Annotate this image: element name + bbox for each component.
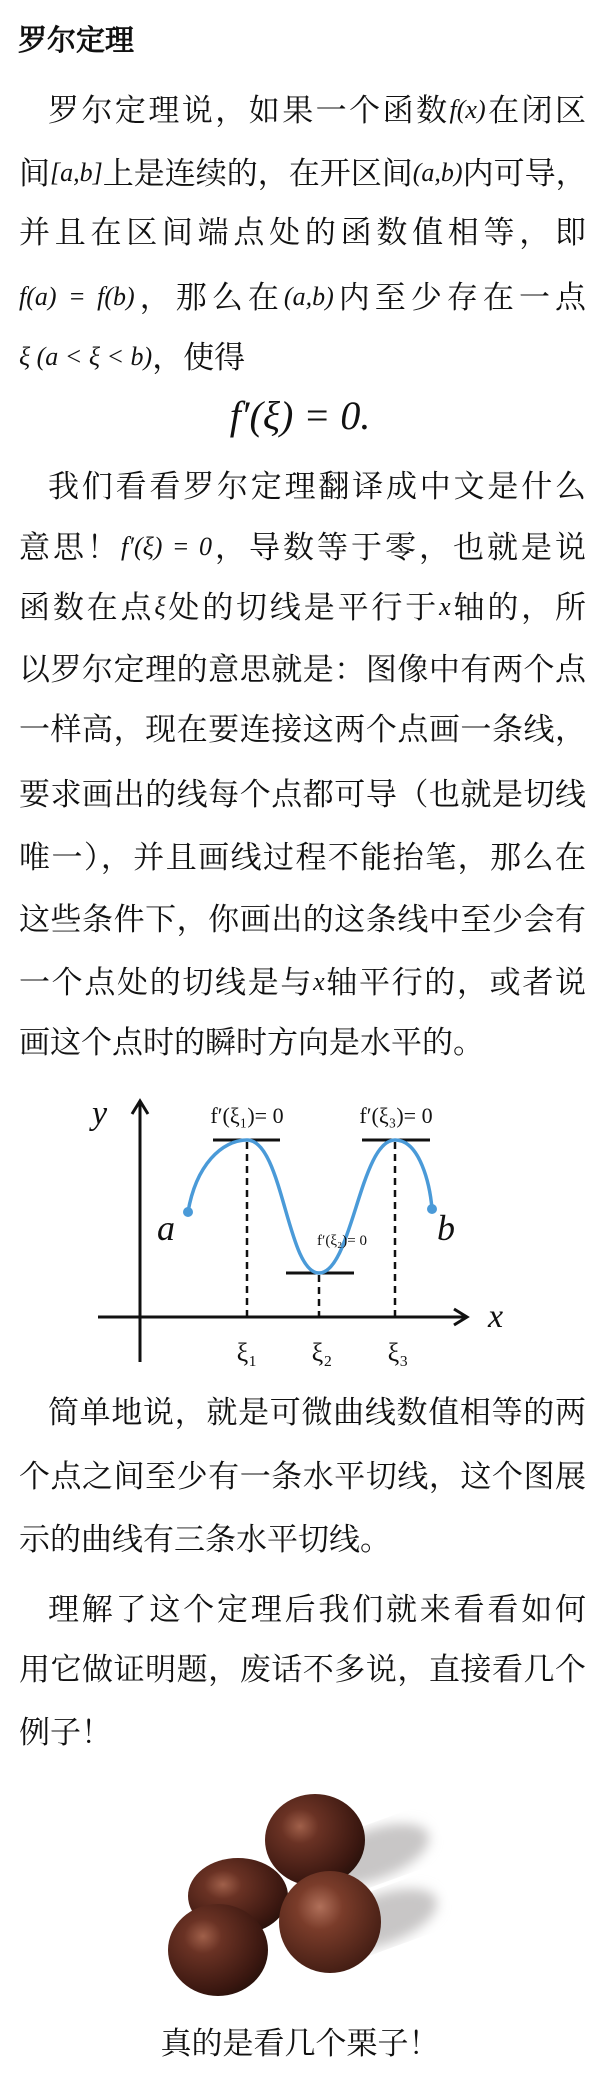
tangent-label-1: f′(ξ₁)= 0 (210, 1103, 284, 1128)
tangent-label-2: f′(ξ₂)= 0 (317, 1233, 367, 1249)
rolle-formula: f′(ξ) = 0. (229, 393, 371, 438)
text-segment: 例子！ (19, 1715, 112, 1751)
text-segment: 这些条件下，你画出的这条线中至少会有 (19, 902, 586, 938)
text-segment: 我们看看罗尔定理翻译成中文是什么 (48, 469, 586, 505)
text-segment: 简单地说，就是可微曲线数值相等的两 (48, 1395, 586, 1431)
math-expression: f(x) (449, 95, 486, 124)
xi-label-3: ξ₃ (387, 1338, 409, 1367)
math-expression: x (439, 592, 451, 621)
math-expression: (a,b) (412, 158, 463, 187)
text-segment: 一个点处的切线是与 (19, 965, 314, 1001)
text-segment: 画这个点时的瞬时方向是水平的。 (19, 1025, 484, 1061)
text-segment: 用它做证明题，废话不多说，直接看几个 (19, 1652, 586, 1688)
text-segment: ，使得 (152, 340, 246, 376)
chestnuts-image (168, 1794, 445, 1996)
text-segment: 一样高，现在要连接这两个点画一条线， (19, 712, 586, 748)
endpoint-a (183, 1207, 193, 1217)
text-segment: 轴的，所 (450, 590, 587, 626)
xi-label-2: ξ₂ (311, 1338, 333, 1367)
text-segment: 并且在区间端点处的函数值相等，即 (19, 215, 586, 251)
text-segment: 处的切线是平行于 (165, 590, 440, 626)
text-segment: 以罗尔定理的意思就是：图像中有两个点 (19, 652, 586, 688)
math-expression: [a,b] (50, 158, 103, 187)
article-title: 罗尔定理 (18, 23, 135, 57)
text-segment: 理解了这个定理后我们就来看看如何 (48, 1592, 586, 1628)
image-caption: 真的是看几个栗子！ (160, 2026, 440, 2062)
tangent-label-3: f′(ξ₃)= 0 (359, 1103, 433, 1128)
math-expression: x (313, 967, 325, 996)
xi-label-1: ξ₁ (236, 1338, 258, 1367)
math-expression: f′(ξ) = 0 (121, 532, 212, 561)
text-segment: 唯一），并且画线过程不能抬笔，那么在 (19, 840, 586, 876)
math-expression: f(a) = f(b) (19, 282, 135, 311)
text-segment: 轴平行的，或者说 (324, 965, 586, 1001)
a-label: a (157, 1208, 175, 1248)
text-segment: 罗尔定理说，如果一个函数 (48, 93, 450, 129)
endpoint-b (427, 1204, 437, 1214)
text-segment: 在闭区 (485, 93, 587, 129)
math-expression: (a,b) (283, 282, 334, 311)
text-segment: ，那么在 (134, 280, 284, 316)
text-segment: 要求画出的线每个点都可导（也就是切线 (19, 777, 586, 813)
text-segment: 示的曲线有三条水平切线。 (19, 1522, 391, 1558)
text-segment: 个点之间至少有一条水平切线，这个图展 (19, 1459, 586, 1495)
b-label: b (437, 1208, 455, 1248)
x-axis-label: x (488, 1298, 504, 1335)
text-segment: 上是连续的，在开区间 (102, 156, 413, 192)
text-segment: 间 (19, 156, 50, 192)
text-segment: 函数在点 (19, 590, 155, 626)
text-segment: 内至少存在一点 (333, 280, 587, 316)
math-expression: ξ (a < ξ < b) (19, 342, 153, 371)
math-expression: ξ (154, 592, 166, 621)
text-segment: ，导数等于零，也就是说 (211, 530, 587, 566)
y-axis-label: y (92, 1095, 108, 1132)
text-segment: 内可导， (462, 156, 587, 192)
text-segment: 意思！ (19, 530, 122, 566)
